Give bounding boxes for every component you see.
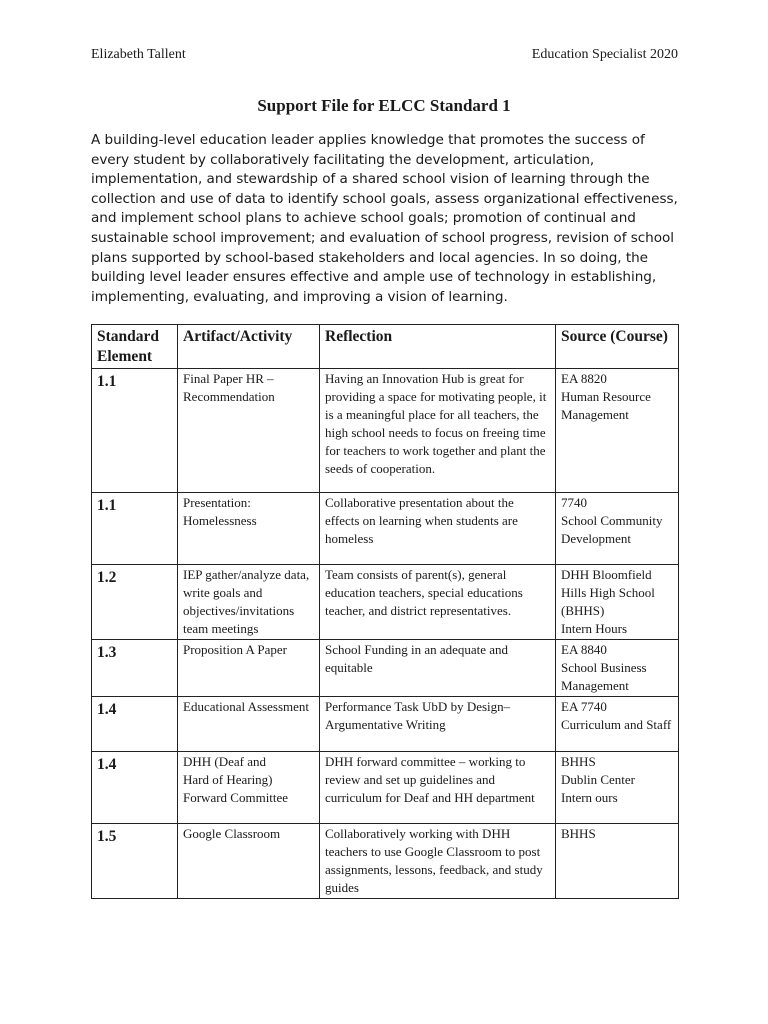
source-cell: 7740 School Community Development xyxy=(556,493,679,565)
standard-element: 1.5 xyxy=(92,824,178,899)
document-title: Support File for ELCC Standard 1 xyxy=(257,96,511,115)
table-row xyxy=(92,824,679,899)
reflection-cell: School Funding in an adequate and equitable xyxy=(320,640,556,697)
artifact-cell: IEP gather/analyze data, write goals and objectives/invitations team meetings xyxy=(178,565,320,640)
reflection-cell: Performance Task UbD by Design–Argumentative Writing xyxy=(320,697,556,752)
table-row xyxy=(92,752,679,824)
standard-element: 1.1 xyxy=(92,493,178,565)
author-name: Elizabeth Tallent xyxy=(91,47,186,62)
table-row xyxy=(92,565,679,640)
source-cell: EA 8820 Human Resource Management xyxy=(556,369,679,493)
reflection-cell: Collaborative presentation about the effects on learning when students are homeless xyxy=(320,493,556,565)
table-row xyxy=(92,640,679,697)
reflection-cell: DHH forward committee – working to review and set up guidelines and curriculum for Deaf and HH department xyxy=(320,752,556,824)
standard-element: 1.1 xyxy=(92,369,178,493)
table-header-row xyxy=(92,325,679,369)
program-label: Education Specialist 2020 xyxy=(531,47,678,62)
artifact-cell: DHH (Deaf and Hard of Hearing) Forward Committee xyxy=(178,752,320,824)
column-header-artifact: Artifact/Activity xyxy=(178,325,320,369)
intro-paragraph: A building-level education leader applies knowledge that promotes the success of every student by collaboratively facilitating the development, articulation, implementation, and stewardship of a shared school vision of learning through the collection and use of data to identify school goals, assess organizational effectiveness, and implement school plans to achieve school goals; promotion of continual and sustainable school improvement; and evaluation of school progress, revision of school plans supported by school-based stakeholders and local agencies. In so doing, the building level leader ensures effective and ample use of technology in establishing, implementing, evaluating, and improving a vision of learning. xyxy=(91,132,678,305)
source-cell: EA 8840 School Business Management xyxy=(556,640,679,697)
table-row xyxy=(92,493,679,565)
artifact-cell: Presentation: Homelessness xyxy=(178,493,320,565)
table-row xyxy=(92,697,679,752)
reflection-cell: Having an Innovation Hub is great for providing a space for motivating people, it is a meaningful place for all teachers, the high school needs to focus on freeing time for teachers to work together and plant the seeds of cooperation. xyxy=(320,369,556,493)
artifact-cell: Final Paper HR – Recommendation xyxy=(178,369,320,493)
standard-element: 1.4 xyxy=(92,752,178,824)
source-cell: BHHS Dublin Center Intern ours xyxy=(556,752,679,824)
standard-element: 1.4 xyxy=(92,697,178,752)
column-header-source: Source (Course) xyxy=(556,325,679,369)
column-header-element: Standard Element xyxy=(92,325,178,369)
source-cell: BHHS xyxy=(556,824,679,899)
source-cell: EA 7740 Curriculum and Staff xyxy=(556,697,679,752)
standard-element: 1.2 xyxy=(92,565,178,640)
reflection-cell: Team consists of parent(s), general education teachers, special educations teacher, and district representatives. xyxy=(320,565,556,640)
standard-element: 1.3 xyxy=(92,640,178,697)
reflection-cell: Collaboratively working with DHH teachers to use Google Classroom to post assignments, lessons, feedback, and study guides xyxy=(320,824,556,899)
artifact-cell: Proposition A Paper xyxy=(178,640,320,697)
artifact-cell: Google Classroom xyxy=(178,824,320,899)
source-cell: DHH Bloomfield Hills High School (BHHS) Intern Hours xyxy=(556,565,679,640)
column-header-reflection: Reflection xyxy=(320,325,556,369)
artifact-cell: Educational Assessment xyxy=(178,697,320,752)
page-header xyxy=(91,47,678,67)
standards-table xyxy=(91,324,679,899)
table-row xyxy=(92,369,679,493)
